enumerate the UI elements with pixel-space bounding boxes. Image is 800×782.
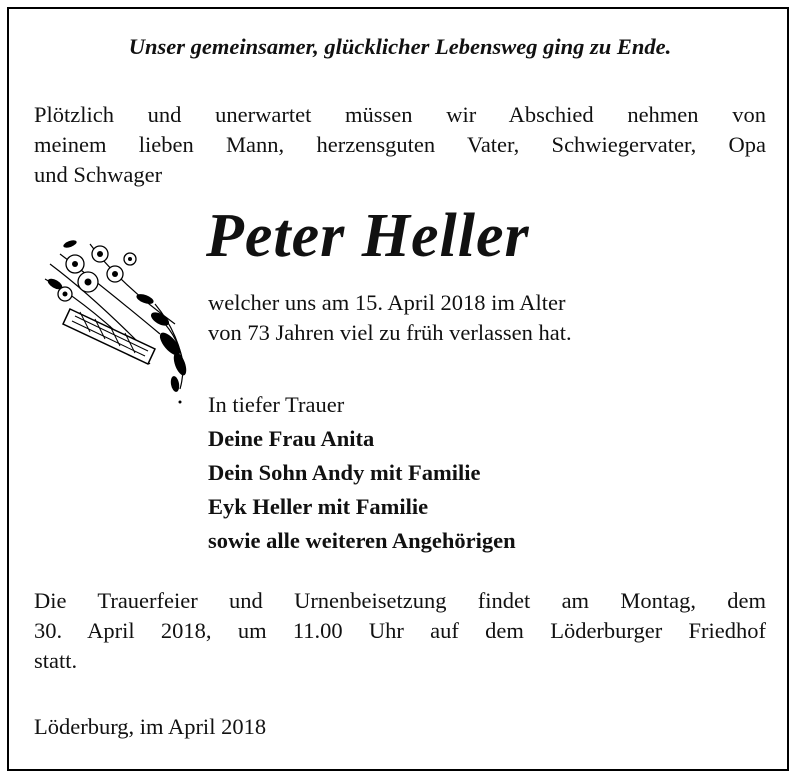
details-line: von 73 Jahren viel zu früh verlassen hat. — [208, 320, 572, 345]
funeral-paragraph — [34, 586, 766, 676]
mourner-name: sowie alle weiteren Angehörigen — [208, 528, 516, 553]
funeral-line: Die Trauerfeier und Urnenbeisetzung findet am Montag, dem — [34, 588, 766, 613]
motto: Unser gemeinsamer, glücklicher Lebensweg ging zu Ende. — [128, 34, 672, 59]
intro-line: meinem lieben Mann, herzensguten Vater, Schwiegervater, Opa — [34, 132, 766, 157]
intro-paragraph — [34, 100, 766, 190]
mourner-name: Eyk Heller mit Familie — [208, 494, 429, 519]
details-text — [208, 288, 572, 348]
flower-bouquet-icon — [30, 224, 200, 404]
mourners-heading: In tiefer Trauer — [208, 392, 345, 417]
funeral-line: 30. April 2018, um 11.00 Uhr auf dem Löderburger Friedhof — [34, 618, 766, 643]
deceased-name: Peter Heller — [206, 202, 530, 270]
place-date: Löderburg, im April 2018 — [34, 714, 267, 739]
mourners-block — [208, 388, 516, 558]
intro-line: Plötzlich und unerwartet müssen wir Abschied nehmen von — [34, 102, 766, 127]
details-line: welcher uns am 15. April 2018 im Alter — [208, 290, 566, 315]
funeral-line: statt. — [34, 648, 78, 673]
mourner-name: Deine Frau Anita — [208, 426, 375, 451]
mourner-name: Dein Sohn Andy mit Familie — [208, 460, 481, 485]
intro-line: und Schwager — [34, 162, 163, 187]
